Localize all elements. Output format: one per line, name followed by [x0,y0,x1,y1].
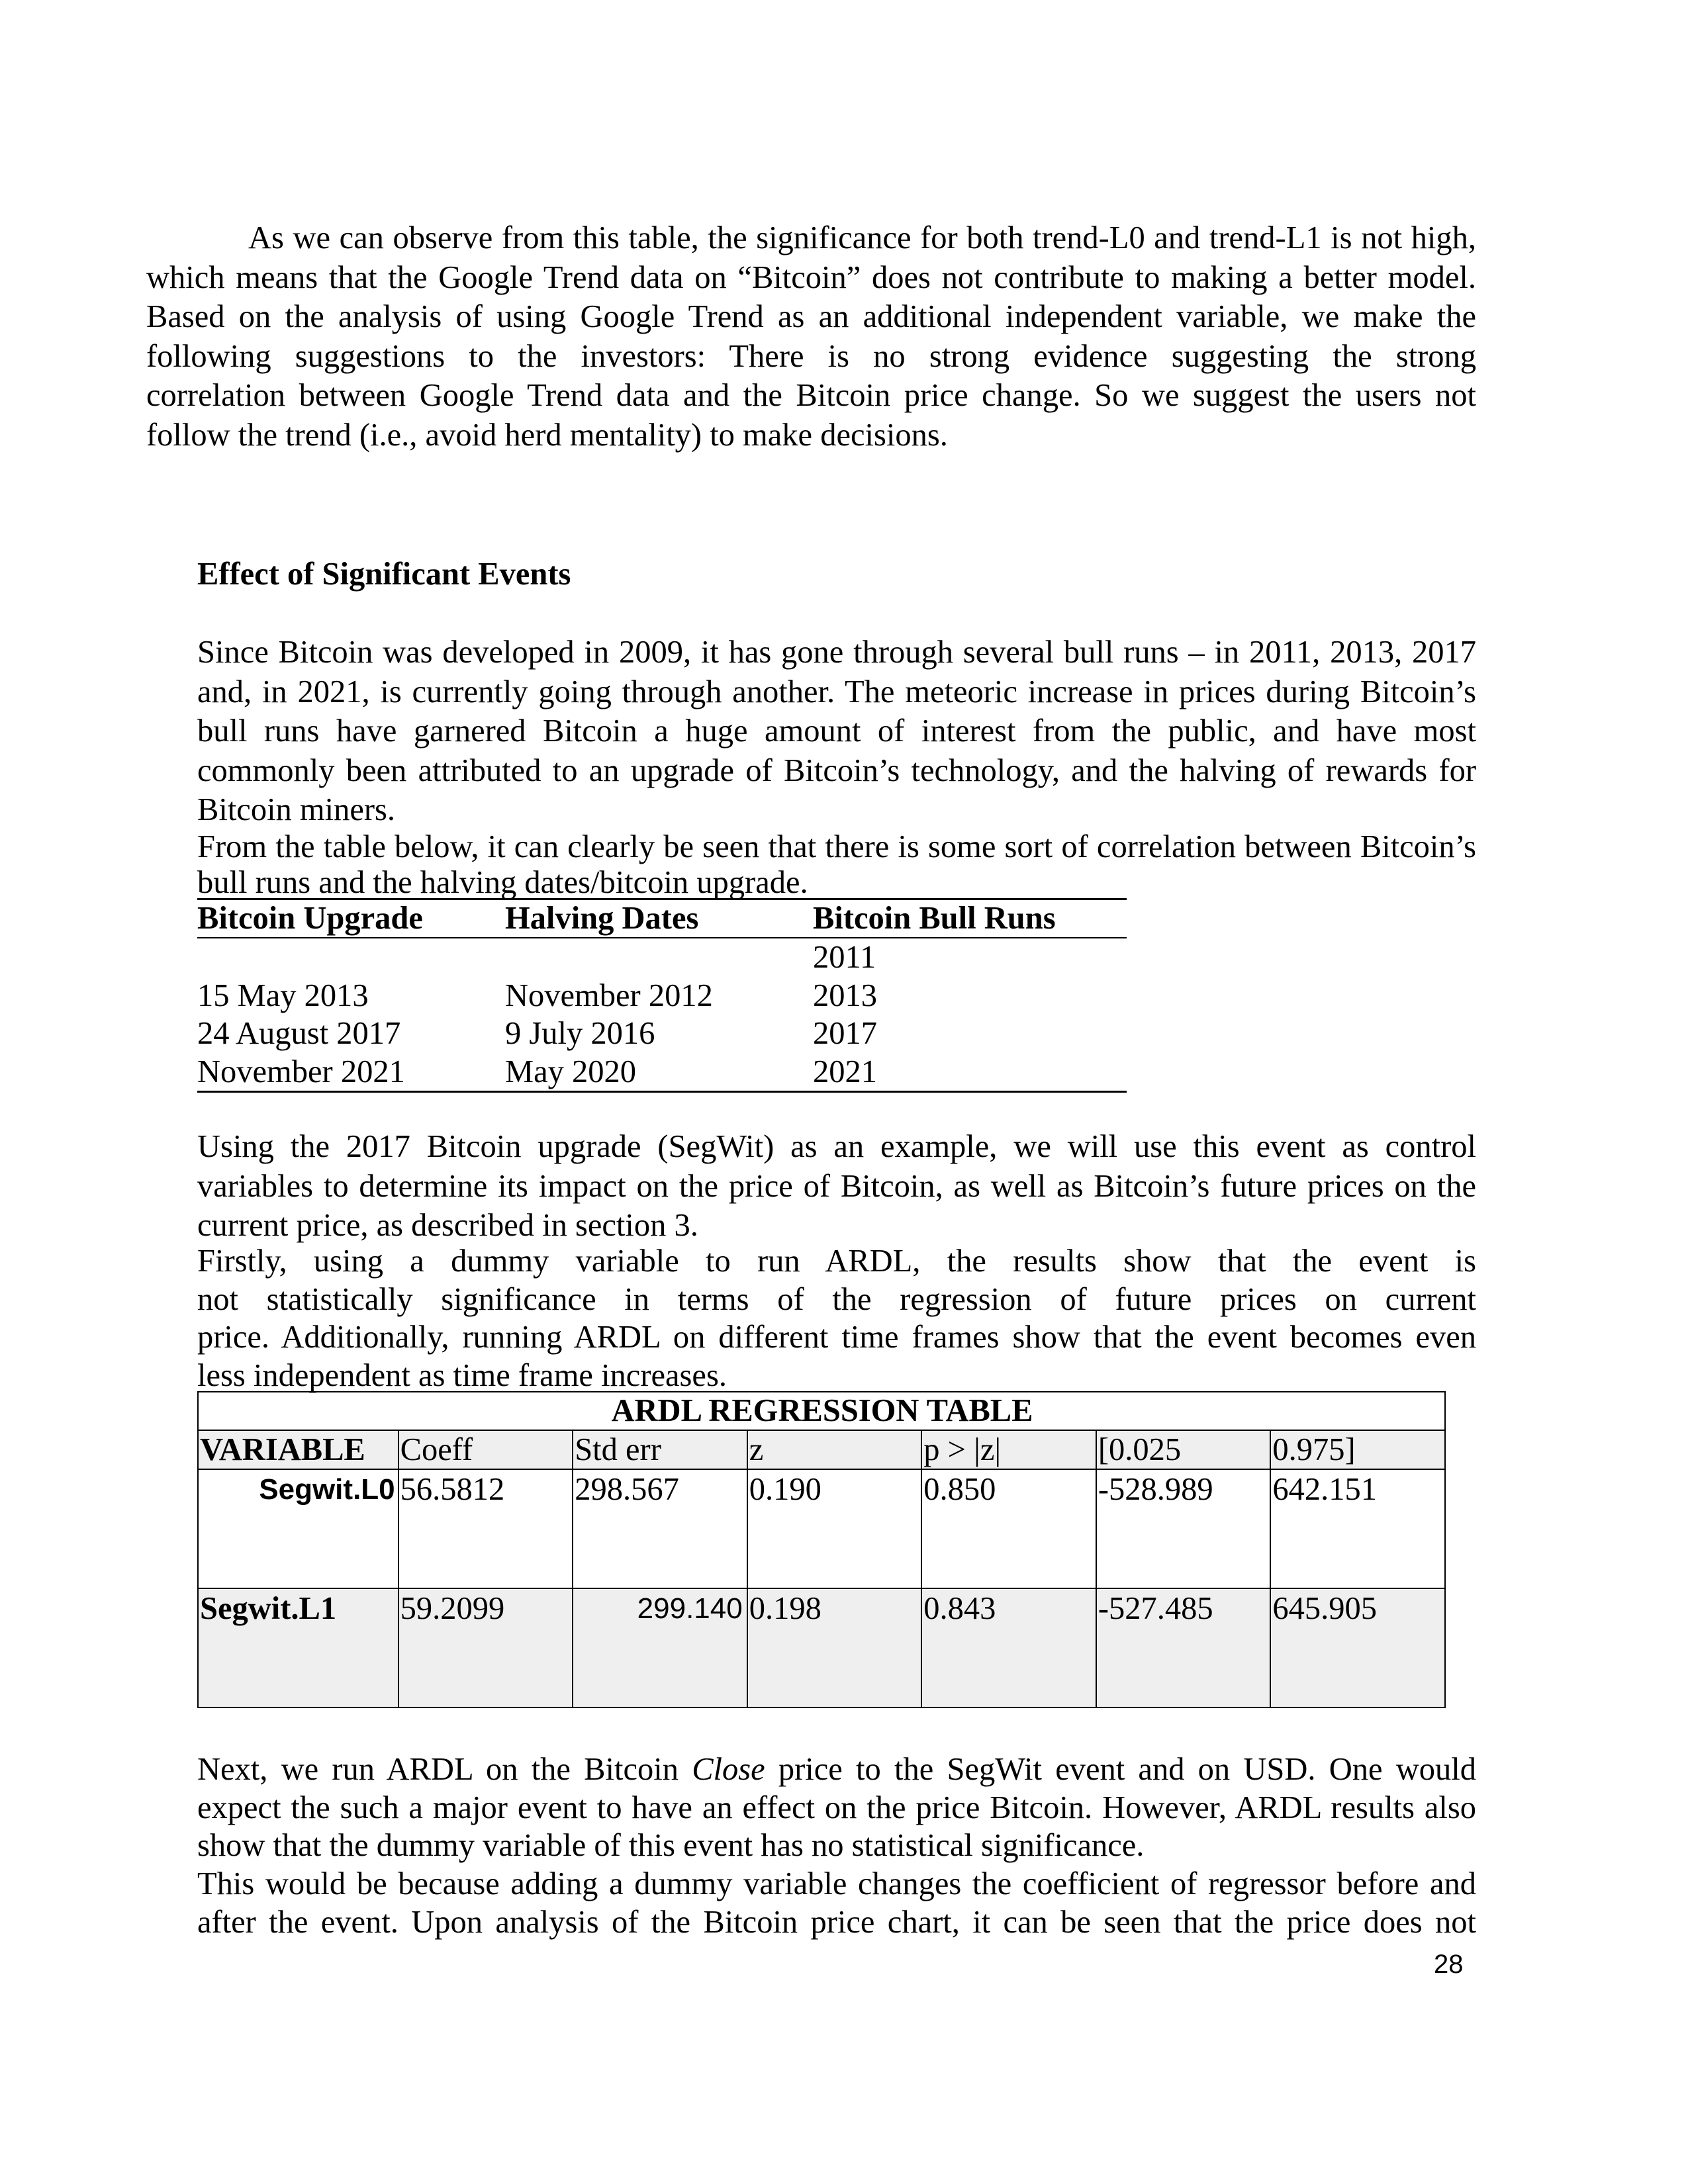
table-cell: 2017 [813,1016,877,1051]
text-line: not statistically significance in terms of the regression of future prices on current [197,1281,1476,1317]
text-line: expect the such a major event to have an effect on the price Bitcoin. However, ARDL results also [197,1790,1476,1825]
column-header: Bitcoin Upgrade [197,899,505,938]
table-cell [197,938,505,977]
table-cell: 24 August 2017 [197,1016,401,1051]
text-line: Bitcoin miners. [197,792,396,827]
column-header: [0.025 [1096,1430,1271,1469]
table-cell: 15 May 2013 [197,978,369,1013]
column-header: Bitcoin Bull Runs [813,899,1127,938]
ardl-regression-table [197,1391,1446,1708]
text-line: Firstly, using a dummy variable to run ARDL, the results show that the event is [197,1244,1476,1279]
table-row [197,1015,1127,1053]
column-header: 0.975] [1270,1430,1445,1469]
table-cell: -528.989 [1096,1469,1271,1588]
events-table [197,898,1127,1093]
table-row [198,1588,1445,1707]
table-cell: November 2012 [505,978,713,1013]
table-title-row [198,1392,1445,1430]
column-header: z [747,1430,922,1469]
text-line: correlation between Google Trend data and the Bitcoin price change. So we suggest the users not [146,378,1476,413]
column-header: Std err [573,1430,747,1469]
text-line: after the event. Upon analysis of the Bitcoin price chart, it can be seen that the price does not [197,1904,1476,1940]
text-line: following suggestions to the investors: There is no strong evidence suggesting the strong [146,338,1476,374]
paragraph-bull-runs [197,633,1476,830]
table-cell [505,938,813,977]
table-cell: 56.5812 [399,1469,573,1588]
text-line: follow the trend (i.e., avoid herd mentality) to make decisions. [146,417,948,453]
italic-term: Close [692,1752,765,1787]
text-line: Based on the analysis of using Google Trend as an additional independent variable, we make the [146,299,1476,334]
table-cell: -527.485 [1096,1588,1271,1707]
table-cell: 2021 [813,1053,1127,1092]
column-header: Halving Dates [505,899,813,938]
paragraph-dummy-variable [197,1242,1476,1394]
text-line: bull runs and the halving dates/bitcoin upgrade. [197,865,808,900]
row-label: Segwit.L0 [198,1469,399,1588]
paragraph-coefficient-change [197,1865,1476,1941]
text-segment: Next, we run ARDL on the Bitcoin [197,1752,679,1787]
table-row [197,977,1127,1015]
table-row [197,938,1127,977]
table-cell: 0.190 [747,1469,922,1588]
table-header-row [197,899,1127,938]
table-cell: 2011 [813,940,876,975]
table-cell: November 2021 [197,1053,505,1092]
section-heading: Effect of Significant Events [197,557,571,592]
table-row [198,1469,1445,1588]
column-header: Coeff [399,1430,573,1469]
text-line: current price, as described in section 3. [197,1208,698,1243]
table-cell: 0.850 [921,1469,1096,1588]
paragraph-segwit-example [197,1127,1476,1246]
text-line: price. Additionally, running ARDL on different time frames show that the event becomes even [197,1320,1476,1355]
column-header: VARIABLE [198,1430,399,1469]
table-header-row [198,1430,1445,1469]
text-line: As we can observe from this table, the significance for both trend-L0 and trend-L1 is not high, [248,220,1476,255]
text-line: commonly been attributed to an upgrade of Bitcoin’s technology, and the halving of rewards for [197,752,1476,788]
text-line: bull runs have garnered Bitcoin a huge amount of interest from the public, and have most [197,713,1476,749]
text-line: Since Bitcoin was developed in 2009, it has gone through several bull runs – in 2011, 2013, 2017 [197,635,1476,670]
text-segment: price to the SegWit event and on USD. One would [778,1752,1477,1787]
table-title: ARDL REGRESSION TABLE [198,1392,1445,1430]
paragraph-google-trend-conclusion [146,218,1476,455]
table-cell: 645.905 [1270,1588,1445,1707]
table-cell: 2013 [813,978,877,1013]
table-row [197,1053,1127,1092]
table-cell: May 2020 [505,1053,813,1092]
table-cell: 642.151 [1270,1469,1445,1588]
paragraph-close-price [197,1751,1476,1865]
table-cell: 298.567 [573,1469,747,1588]
text-line: less independent as time frame increases. [197,1357,727,1393]
text-line [197,1751,1476,1789]
table-cell: 0.198 [747,1588,922,1707]
text-line: and, in 2021, is currently going through another. The meteoric increase in prices during Bitcoin’s [197,674,1476,709]
text-line: variables to determine its impact on the price of Bitcoin, as well as Bitcoin’s future prices on the [197,1168,1476,1204]
text-line: From the table below, it can clearly be seen that there is some sort of correlation between Bitcoin’s [197,829,1476,864]
text-line: This would be because adding a dummy variable changes the coefficient of regressor before and [197,1866,1476,1901]
text-line: Using the 2017 Bitcoin upgrade (SegWit) as an example, we will use this event as control [197,1129,1476,1164]
column-header: p > |z| [921,1430,1096,1469]
paragraph-table-intro [197,829,1476,901]
page-number: 28 [1434,1950,1464,1979]
table-cell: 299.140 [573,1588,747,1707]
text-line: which means that the Google Trend data on “Bitcoin” does not contribute to making a better model. [146,259,1476,295]
table-cell: 59.2099 [399,1588,573,1707]
row-label: Segwit.L1 [198,1588,399,1707]
table-cell: 9 July 2016 [505,1016,655,1051]
table-cell: 0.843 [921,1588,1096,1707]
text-line: show that the dummy variable of this event has no statistical significance. [197,1828,1145,1863]
